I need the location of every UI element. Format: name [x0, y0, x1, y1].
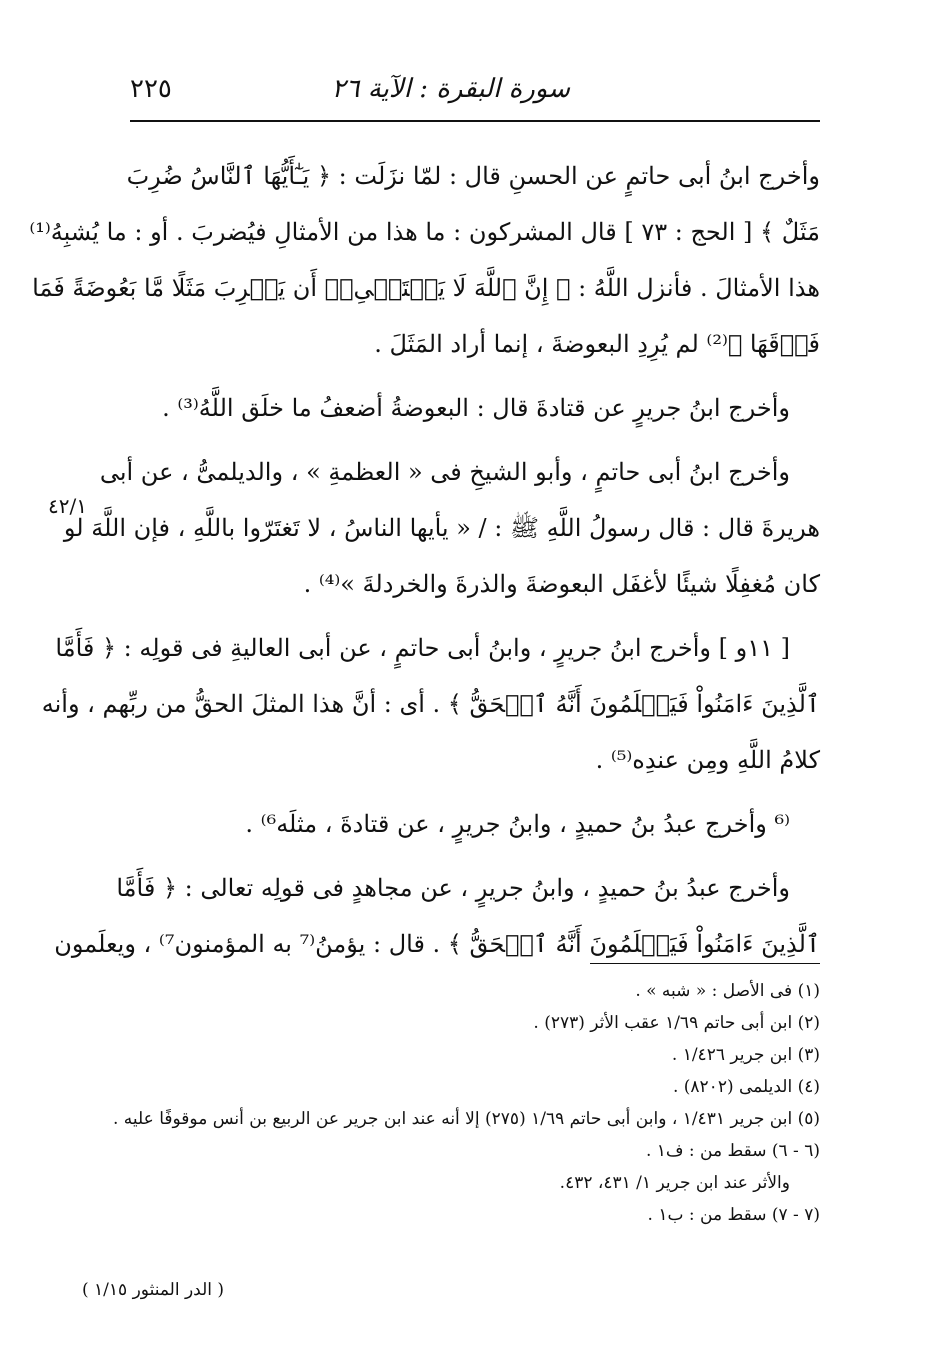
paragraph-4: [41, 620, 820, 788]
text-line: هذا الأمثالَ . فأنزل اللَّهُ : ﴿ إِنَّ ٱللَّهَ لَا يَسۡتَحۡىِۦٓ أَن يَضۡرِبَ مَثَلًا مَّا بَعُوضَةً فَمَا: [32, 274, 820, 302]
text-line: وأخرج عبدُ بنُ حميدٍ ، وابنُ جريرٍ ، عن مجاهدٍ فى قولِه تعالى : ﴿ فَأَمَّا: [116, 874, 790, 902]
paragraph-2: [130, 380, 820, 436]
text-line: كلامُ اللَّهِ ومِن عندِه⁽⁵⁾ .: [595, 746, 820, 774]
page-header: [130, 72, 820, 112]
book-signature: ( الدر المنثور ١/١٥ ): [82, 1280, 225, 1300]
footnote: (١) فى الأصل : « شبه » .: [635, 981, 820, 1001]
text-line: ٱلَّذِينَ ءَامَنُواْ فَيَعۡلَمُونَ أَنَّهُ ٱلۡحَقُّ ﴾ . قال : يؤمنُ⁽⁷ به المؤمنون⁷⁾ ، ويعلَمون: [54, 930, 820, 958]
footnote: (٧ - ٧) سقط من : ب١ .: [647, 1205, 820, 1225]
paragraph-6: [54, 860, 820, 972]
footnote-continuation: والأثر عند ابن جرير ١/ ٤٣١، ٤٣٢.: [559, 1173, 790, 1193]
footnote: (٢) ابن أبى حاتم ١/٦٩ عقب الأثر (٢٧٣) .: [533, 1013, 820, 1033]
text-line: ٱلَّذِينَ ءَامَنُواْ فَيَعۡلَمُونَ أَنَّهُ ٱلۡحَقُّ ﴾ . أى : أنَّ هذا المثلَ الحقُّ من ربِّهم ، وأنه: [41, 690, 820, 718]
text-line: هريرةَ قال : قال رسولُ اللَّهِ ﷺ : / « يأيها الناسُ ، لا تَغتَرّوا باللَّهِ ، فإن اللَّهَ لو: [63, 514, 820, 542]
header-rule: [130, 120, 820, 122]
text-line: وأخرج ابنُ جريرٍ عن قتادةَ قال : البعوضةُ أضعفُ ما خلَق اللَّهُ⁽³⁾ .: [162, 394, 790, 422]
running-title: سورة البقرة : الآية ٢٦: [331, 74, 570, 104]
margin-note: ٤٢/١: [48, 494, 87, 518]
page-number: ٢٢٥: [130, 74, 172, 104]
footnote: (٥) ابن جرير ١/٤٣١ ، وابن أبى حاتم ١/٦٩ (٢٧٥) إلا أنه عند ابن جرير عن الربيع بن أنس موقوفًا عليه .: [112, 1109, 820, 1129]
text-line: ⁽⁶ وأخرج عبدُ بنُ حميدٍ ، وابنُ جريرٍ ، عن قتادةَ ، مثلَه⁶⁾ .: [245, 810, 790, 838]
footnote-rule: [590, 963, 820, 964]
text-line: وأخرج ابنُ أبى حاتمٍ عن الحسنِ قال : لمّا نزَلَت : ﴿ يَـٰٓأَيُّهَا ٱلنَّاسُ ضُرِبَ: [126, 162, 820, 190]
text-line: فَوۡقَهَا ﴾⁽²⁾ لم يُرِدِ البعوضةَ ، إنما أراد المَثَلَ .: [374, 330, 820, 358]
paragraph-1: [29, 148, 820, 372]
text-line: وأخرج ابنُ أبى حاتمٍ ، وأبو الشيخِ فى « العظمةِ » ، والديلمىُّ ، عن أبى: [99, 458, 790, 486]
footnote: (٦ - ٦) سقط من : ف١ .: [645, 1141, 820, 1161]
text-line: كان مُغفِلًا شيئًا لأغفَل البعوضةَ والذرةَ والخردلةَ »⁽⁴⁾ .: [303, 570, 820, 598]
text-line: [ ١١و ] وأخرج ابنُ جريرٍ ، وابنُ أبى حاتمٍ ، عن أبى العاليةِ فى قولِه : ﴿ فَأَمَّا: [55, 634, 790, 662]
paragraph-5: [130, 796, 820, 852]
footnote: (٤) الديلمى (٨٢٠٢) .: [672, 1077, 820, 1097]
footnote: (٣) ابن جرير ١/٤٢٦ .: [671, 1045, 820, 1065]
text-line: مَثَلٌ ﴾ [ الحج : ٧٣ ] قال المشركون : ما هذا من الأمثالِ فيُضربَ . أو : ما يُشبِهُ⁽¹⁾: [29, 218, 820, 246]
footnotes: [112, 975, 820, 1231]
